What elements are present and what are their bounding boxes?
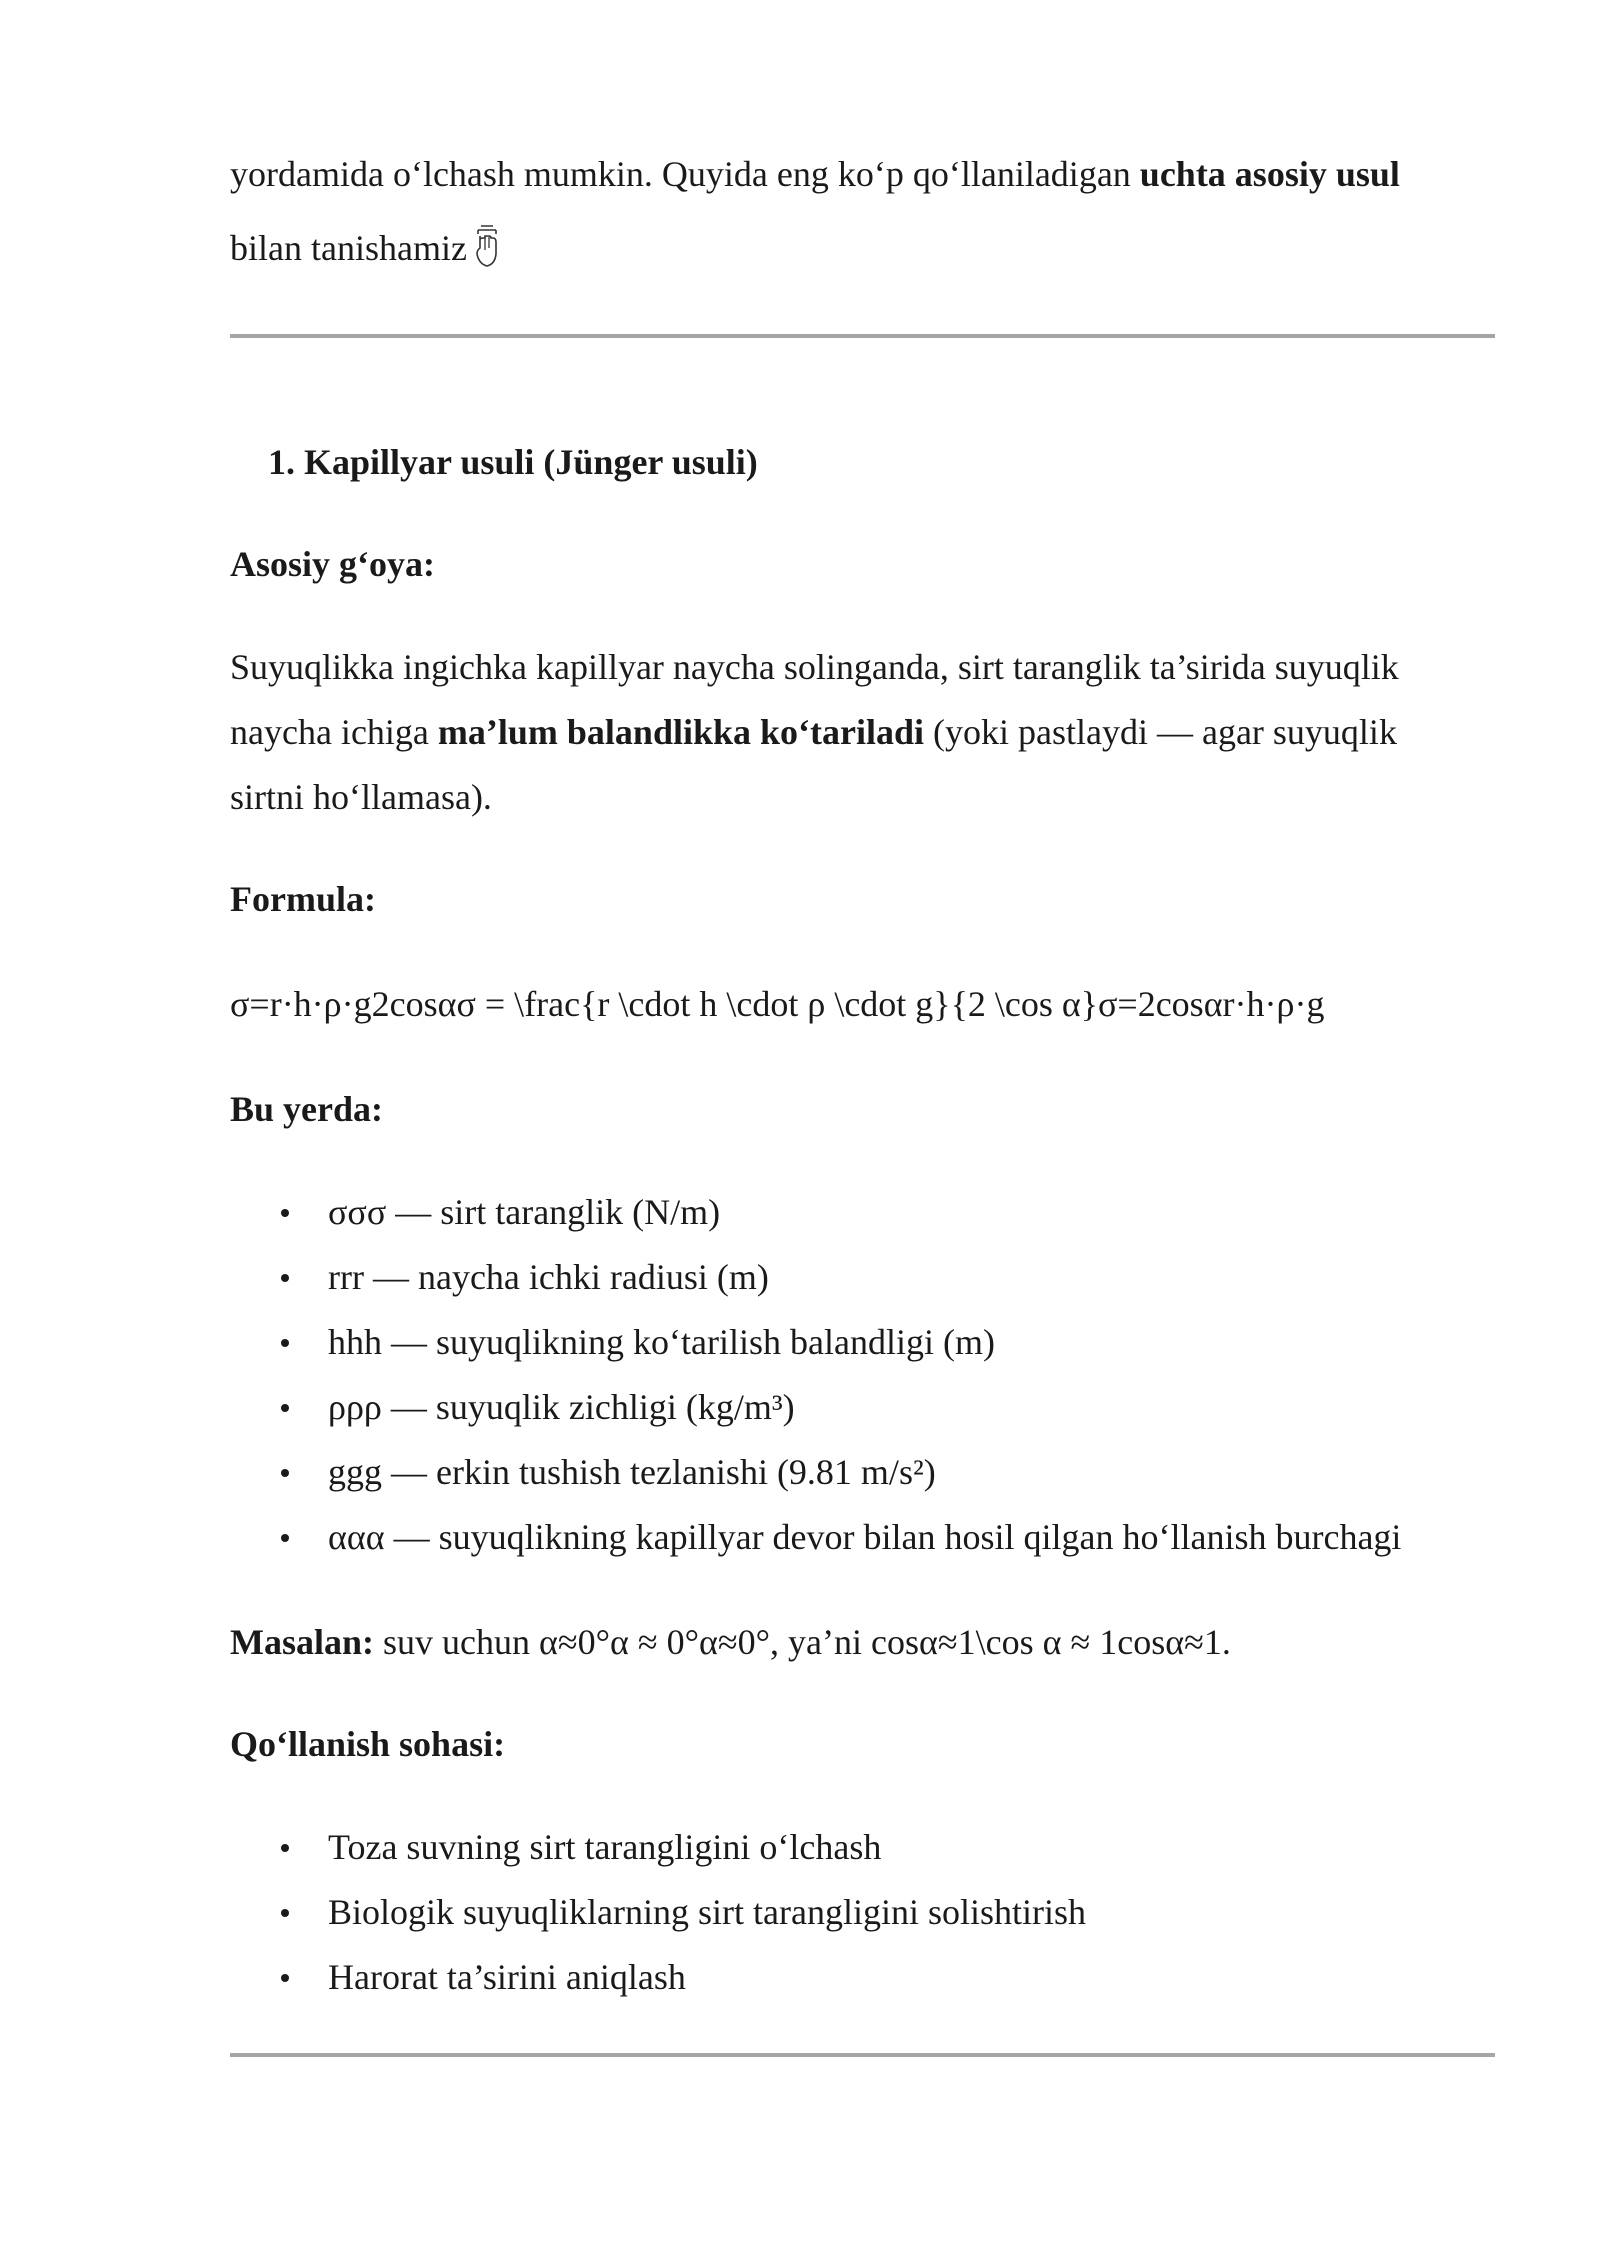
list-item — [230, 1517, 1495, 1582]
list-item — [230, 1957, 1495, 2022]
bullet-icon — [281, 1469, 289, 1477]
idea-line-2 — [230, 710, 1397, 754]
idea-label: Asosiy g‘oya: — [230, 544, 435, 584]
variable-r: rrr — naycha ichki radiusi (m) — [328, 1257, 769, 1297]
divider-top — [230, 334, 1495, 338]
usage-label: Qo‘llanish sohasi: — [230, 1724, 506, 1764]
bullet-icon — [281, 1209, 289, 1217]
bullet-icon — [281, 1534, 289, 1542]
idea-line-1: Suyuqlikka ingichka kapillyar naycha solinganda, sirt taranglik ta’sirida suyuqlik — [230, 647, 1399, 687]
bullet-icon — [281, 1404, 289, 1412]
divider-bottom — [230, 2053, 1495, 2057]
where-label: Bu yerda: — [230, 1089, 383, 1129]
variables-list — [230, 1192, 1495, 1582]
variable-rho: ρρρ — suyuqlik zichligi (kg/m³) — [328, 1387, 795, 1427]
bullet-icon — [281, 1339, 289, 1347]
list-item — [230, 1387, 1495, 1452]
intro-text: yordamida o‘lchash mumkin. Quyida eng ko‘p qo‘llaniladigan — [230, 154, 1140, 194]
bullet-icon — [281, 1274, 289, 1282]
example-line — [230, 1620, 1231, 1664]
intro-line-2 — [230, 224, 501, 270]
idea-line-2-post: (yoki pastlaydi — agar suyuqlik — [924, 712, 1397, 752]
list-item — [230, 1452, 1495, 1517]
example-text: suv uchun α≈0°α ≈ 0°α≈0°, ya’ni cosα≈1\cos α ≈ 1cosα≈1. — [374, 1622, 1231, 1662]
example-label: Masalan: — [230, 1622, 374, 1662]
list-item — [230, 1192, 1495, 1257]
idea-bold-text: ma’lum balandlikka ko‘tariladi — [437, 712, 925, 752]
usage-item: Biologik suyuqliklarning sirt tarangligini solishtirish — [328, 1892, 1086, 1932]
list-item — [230, 1257, 1495, 1322]
bullet-icon — [281, 1909, 289, 1917]
pointing-down-hand-icon — [473, 224, 501, 268]
usage-item: Toza suvning sirt tarangligini o‘lchash — [328, 1827, 882, 1867]
bullet-icon — [281, 1974, 289, 1982]
variable-alpha: ααα — suyuqlikning kapillyar devor bilan hosil qilgan ho‘llanish burchagi — [328, 1517, 1402, 1557]
section-heading: 1. Kapillyar usuli (Jünger usuli) — [268, 442, 758, 482]
intro-bold-text: uchta asosiy usul — [1139, 154, 1400, 194]
intro-text-2: bilan tanishamiz — [230, 228, 467, 268]
idea-line-3: sirtni ho‘llamasa). — [230, 777, 492, 817]
formula-label: Formula: — [230, 879, 376, 919]
list-item — [230, 1827, 1495, 1892]
usage-item: Harorat ta’sirini aniqlash — [328, 1957, 686, 1997]
variable-g: ggg — erkin tushish tezlanishi (9.81 m/s²) — [328, 1452, 936, 1492]
idea-line-2-pre: naycha ichiga — [230, 712, 438, 752]
bullet-icon — [281, 1844, 289, 1852]
variable-h: hhh — suyuqlikning ko‘tarilish balandligi (m) — [328, 1322, 995, 1362]
intro-line-1 — [230, 152, 1400, 196]
usage-list — [230, 1827, 1495, 2022]
variable-sigma: σσσ — sirt taranglik (N/m) — [328, 1192, 721, 1232]
formula-text: σ=r·h·ρ·g2cosασ = \frac{r \cdot h \cdot ρ \cdot g}{2 \cos α}σ=2cosαr·h·ρ·g — [230, 984, 1325, 1024]
list-item — [230, 1322, 1495, 1387]
list-item — [230, 1892, 1495, 1957]
